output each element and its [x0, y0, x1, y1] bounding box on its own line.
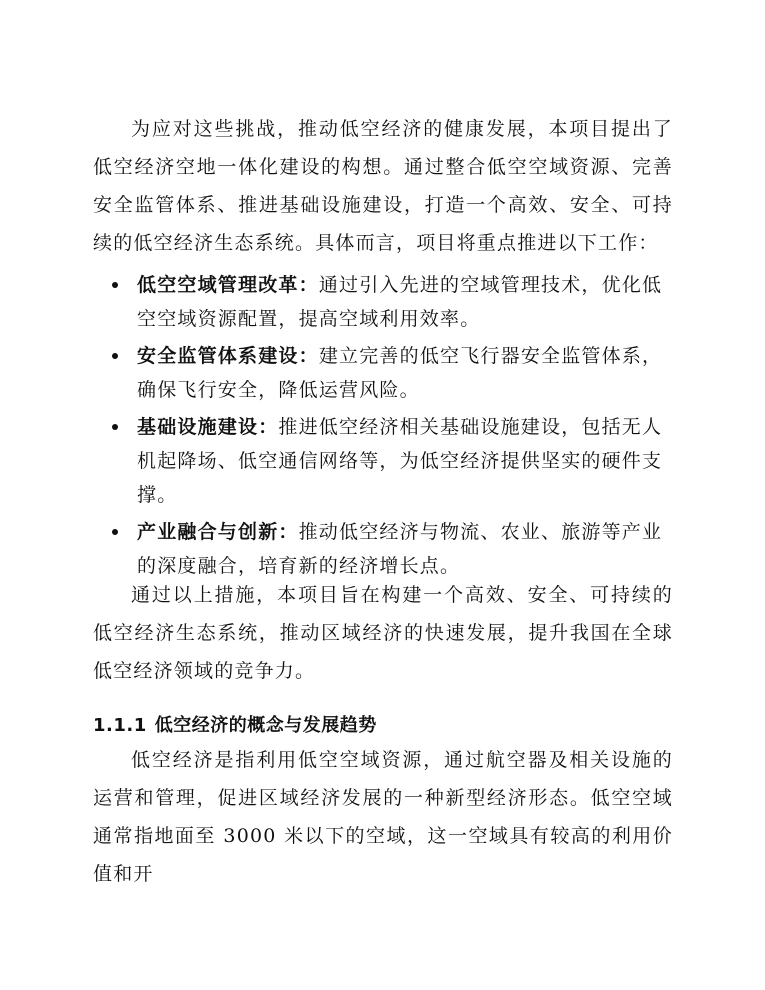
bullet-icon: [112, 529, 118, 535]
list-item-text: 推进低空经济相关基础设施建设，包括无人机起降场、低空通信网络等，为低空经济提供坚实的硬件支撑。: [137, 416, 663, 506]
list-item-industry-integration: [110, 515, 670, 583]
list-item-infrastructure: [110, 410, 670, 512]
bullet-icon: [112, 353, 118, 359]
list-item-safety-supervision: [110, 339, 670, 407]
concept-paragraph: 低空经济是指利用低空空域资源，通过航空器及相关设施的运营和管理，促进区域经济发展的一种新型经济形态。低空空域通常指地面至 3000 米以下的空域，这一空域具有较高的利用价值和开: [93, 749, 673, 885]
section-number: 1.1.1: [93, 715, 147, 736]
work-items-list: [110, 268, 670, 586]
list-item-term: 安全监管体系建设：: [137, 345, 319, 367]
section-heading: [93, 712, 377, 740]
list-item-term: 产业融合与创新：: [137, 521, 299, 543]
list-item-text: 建立完善的低空飞行器安全监管体系，确保飞行安全，降低运营风险。: [137, 345, 663, 401]
list-item-text: 通过引入先进的空域管理技术，优化低空空域资源配置，提高空域利用效率。: [137, 274, 663, 330]
list-item-term: 低空空域管理改革：: [137, 274, 319, 296]
intro-paragraph: 为应对这些挑战，推动低空经济的健康发展，本项目提出了低空经济空地一体化建设的构想。通过整合低空空域资源、完善安全监管体系、推进基础设施建设，打造一个高效、安全、可持续的低空经济生态系统。具体而言，项目将重点推进以下工作：: [93, 118, 673, 254]
bullet-icon: [112, 424, 118, 430]
section-title: 低空经济的概念与发展趋势: [154, 715, 377, 736]
bullet-icon: [112, 282, 118, 288]
list-item-airspace-reform: [110, 268, 670, 336]
list-item-term: 基础设施建设：: [137, 416, 279, 438]
summary-paragraph: 通过以上措施，本项目旨在构建一个高效、安全、可持续的低空经济生态系统，推动区域经济的快速发展，提升我国在全球低空经济领域的竞争力。: [93, 584, 673, 682]
list-item-text: 推动低空经济与物流、农业、旅游等产业的深度融合，培育新的经济增长点。: [137, 521, 663, 577]
